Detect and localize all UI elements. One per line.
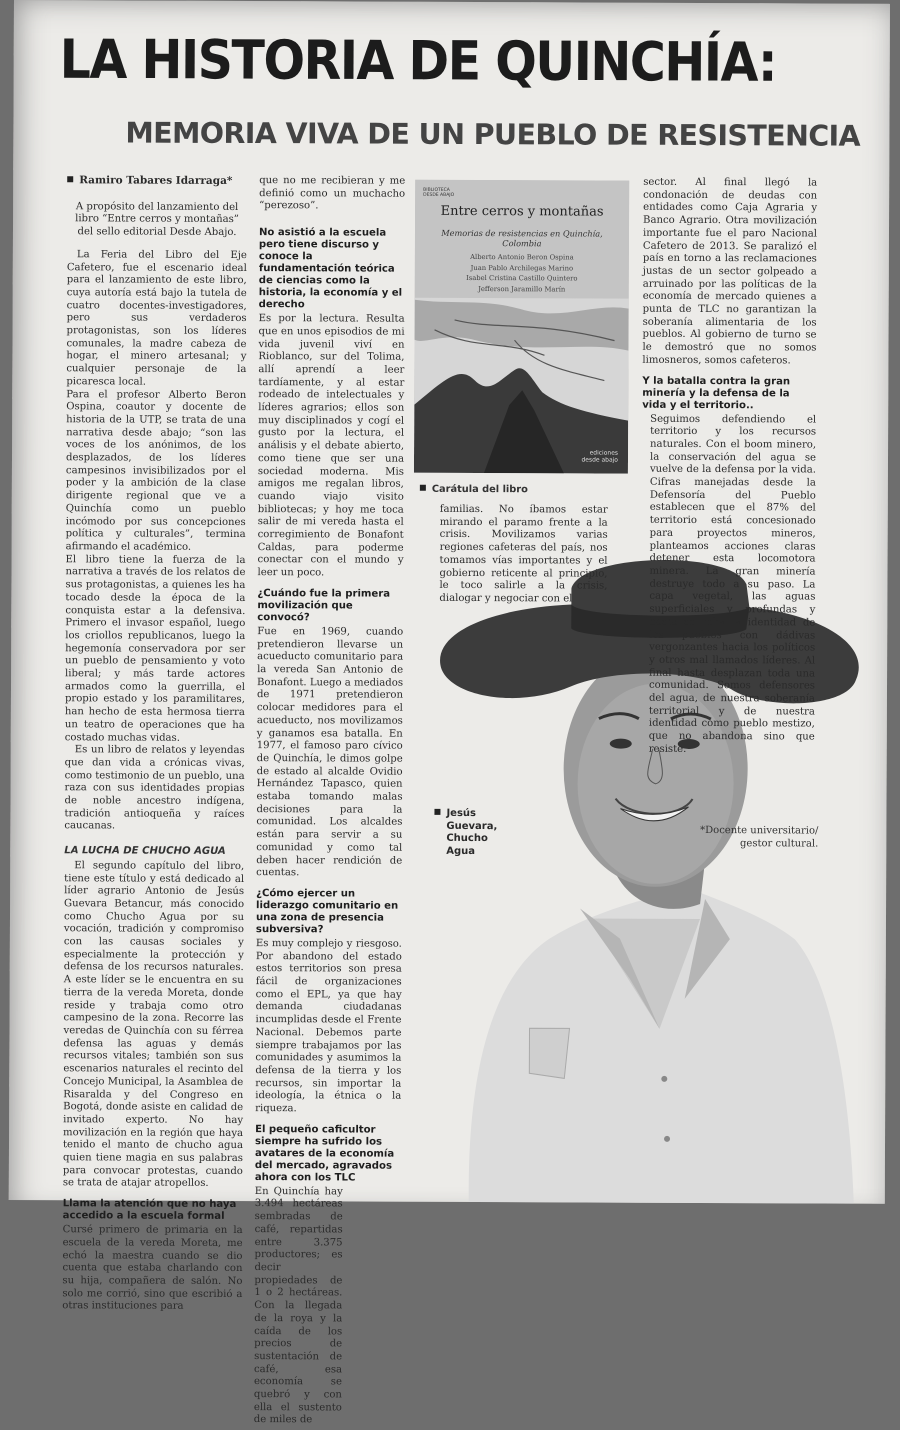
photo-caption-line: Guevara,: [446, 820, 498, 832]
paragraph: La Feria del Libro del Eje Cafetero, fue el escenario ideal para el lanzamiento de este libro, cuya autoría está bajo la tutela de cuatro docentes-investigadores, pero sus verdaderos protagonistas, son los líderes comunales, la madre cabeza de hogar, el minero artesanal; y cualquier personaje de la picaresca local.: [66, 249, 247, 388]
column-2: [254, 175, 405, 1428]
bullet-square-icon: [434, 809, 440, 815]
book-authors: [415, 252, 629, 295]
byline: [67, 174, 247, 187]
photo-caption-line: Agua: [446, 845, 476, 857]
book-series: BIBLIOTECA DESDE ABAJO: [423, 187, 455, 198]
paragraph: El libro tiene la fuerza de la narrativa a través de los relatos de sus protagonistas, a quienes les ha tocado desde la época de la conquista estar a la defensiva. Primero el invasor español, luego los criollos republicanos, luego la hegemonía conservadora por ser un pueblo de pensamiento y voto liberal; y más tarde actores armados como la guerrilla, el propio estado y los paramilitares, han hecho de esta hermosa tierra un teatro de operaciones que ha costado muchas vidas.: [64, 553, 246, 744]
paragraph: El segundo capítulo del libro, tiene este título y está dedicado al líder agrario Antonio de Jesús Guevara Betancur, más conocido como Chucho Agua por su vocación, tradición y compromiso con las causas sociales y especialmente la protección y defensa de los recursos naturales. A este líder se le encuentra en su tierra de la vereda Moreta, donde reside y trabaja como otro campesino de la zona. Recorre las veredas de Quinchía con su férrea defensa las aguas y demás recursos vitales; también son sus escenarios naturales el recinto del Concejo Municipal, la Asamblea de Risaralda y del Congreso en Bogotá, donde asiste en calidad de invitado experto. No hay movilización en la región que haya tenido el manto de chucho agua quien tiene magia en sus palabras para convocar protestas, cuando se trata de atajar atropellos.: [62, 860, 245, 1190]
paragraph: Es muy complejo y riesgoso. Por abandono del estado estos territorios son presa fácil de organizaciones como el EPL, ya que hay demanda ciudadanas incumplidas desde el Frente Nacional. Debemos parte siempre trabajamos por las comunidades y asumimos la defensa de la tierra y los recursos, sin importar la ideología, la étnica o la riqueza.: [255, 938, 402, 1115]
column-1: [62, 174, 247, 1314]
book-author: Alberto Antonio Beron Ospina: [470, 252, 574, 262]
paragraph: Cursé primero de primaria en la escuela de la vereda Moreta, me echó la maestra cuando se dio cuenta que estaba charlando con su hija, compañera de salón. No solo me corrió, sino que escribió a otras instituciones para: [62, 1224, 243, 1313]
author-footnote: *Docente universitario/ gestor cultural.: [700, 825, 819, 850]
paragraph: En Quinchía hay 3.494 hectáreas sembradas de café, repartidas entre 3.375 productores; es decir propiedades de 1 o 2 hectáreas. Con la llegada de la roya y la caída de los precios de sustentación de café, esa economía se quebró y con ella el sustento de miles de: [253, 1185, 343, 1426]
book-caption-text: Carátula del libro: [431, 483, 528, 496]
paragraph: Seguimos defendiendo el territorio y los recursos naturales. Con el boom minero, la conservación del agua se vuelve de la defensa por la vida. Cifras manejadas desde la Defensoría del Pueblo establecen que el 87% del territorio está concesionado para proyectos mineros, planteamos acciones claras detener esta locomotora minera. La gran minería destruye todo a su paso. La capa vegetal, las aguas superficiales y profundas y hasta se roba la identidad de los pueblos con dádivas vergonzantes hacia los políticos y otros mal llamados líderes. Al final hasta desplazan toda una comunidad. Somos defensores del agua, de nuestra soberanía territorial y de nuestra identidad como pueblo mestizo, que no abandona sino que resiste.: [648, 413, 817, 755]
book-cover: [414, 180, 629, 474]
intro-text: A propósito del lanzamiento del libro “Entre cerros y montañas” del sello editorial Desde Abajo.: [75, 200, 239, 239]
paragraph: Fue en 1969, cuando pretendieron llevarse un acueducto comunitario para la vereda San Antonio de Bonafont. Luego a mediados de 1971 pretendieron colocar medidores para el acueducto, nos movilizamos y ganamos esa batalla. En 1977, el famoso paro cívico de Quinchía, le dimos golpe de estado al alcalde Ovidio Hernández Tapasco, quien estaba tomando malas decisiones para la comunidad. Los alcaldes están para servir a su comunidad y como tal deben hacer rendición de cuentas.: [256, 625, 404, 879]
question-heading: Y la batalla contra la gran minería y la defensa de la vida y el territorio..: [642, 375, 791, 411]
paragraph: que no me recibieran y me definió como un muchacho “perezoso”.: [259, 175, 406, 212]
book-author: Juan Pablo Archilegas Marino: [470, 263, 574, 272]
column-4: [641, 177, 818, 757]
question-heading: El pequeño caficultor siempre ha sufrido los avatares de la economía del mercado, agravados ahora con los TLC: [254, 1123, 395, 1184]
question-heading: Llama la atención que no haya accedido a la escuela formal: [62, 1198, 237, 1223]
question-heading: No asistió a la escuela pero tiene discurso y conoce la fundamentación teórica de ciencias como la historia, la economía y el derecho: [258, 227, 403, 311]
book-caption: [420, 484, 528, 495]
section-heading: LA LUCHA DE CHUCHO AGUA: [64, 845, 226, 858]
book-cover-art: [414, 180, 629, 474]
photo-caption: [434, 808, 497, 858]
book-subtitle: Memorias de resistencias en Quinchía, Colombia: [441, 227, 603, 249]
bullet-square-icon: [420, 485, 426, 491]
column-3: [439, 504, 607, 606]
question-heading: ¿Cómo ejercer un liderazgo comunitario en una zona de presencia subversiva?: [255, 888, 399, 936]
book-publisher: ediciones desde abajo: [581, 449, 619, 464]
subheadline: MEMORIA VIVA DE UN PUEBLO DE RESISTENCIA: [125, 116, 861, 153]
paragraph: Es un libro de relatos y leyendas que dan vida a crónicas vivas, como testimonio de un pueblo, una raza con sus identidades propias de noble ancestro indígena, tradición antioqueña y raíces caucanas.: [64, 744, 245, 832]
newspaper-page: [9, 0, 890, 1426]
paragraph: familias. No íbamos estar mirando el paramo frente a la crisis. Movilizamos varias regiones cafeteras del país, nos tomamos vías importantes y el gobierno reticente al principio, le toco salirle a la crisis, dialogar y negociar con el: [439, 503, 608, 605]
byline-text: Ramiro Tabares Idarraga*: [79, 174, 233, 187]
bullet-square-icon: [67, 176, 73, 182]
book-author: Isabel Cristina Castillo Quintero: [466, 273, 578, 283]
book-title: Entre cerros y montañas: [440, 203, 604, 220]
book-author: Jefferson Jaramillo Marín: [478, 284, 566, 293]
headline: LA HISTORIA DE QUINCHÍA:: [59, 28, 777, 95]
paragraph: Para el profesor Alberto Beron Ospina, coautor y docente de historia de la UTP, se trata de una narrativa desde abajo; “son las voces de los anónimos, de los desplazados, de los líderes campesinos invisibilizados por el poder y la ambición de la clase dirigente regional que ve a Quinchía como un pueblo incómodo por sus concepciones política y culturales”, termina afirmando el académico.: [65, 388, 247, 553]
question-heading: ¿Cuándo fue la primera movilización que convocó?: [257, 587, 391, 624]
photo-caption-line: Jesús: [446, 807, 477, 820]
paragraph: Es por la lectura. Resulta que en unos episodios de mi vida juvenil viví en Rioblanco, sur del Tolima, allí aprendí a leer tardíamente, y al estar rodeado de intelectuales y líderes agrarios; ellos son muy disciplinados y cogí el gusto por la lectura, el análisis y el debate abierto, como tiene que ser una sociedad moderna. Mis amigos me regalan libros, cuando viajo visito bibliotecas; y hoy me toca salir de mi vereda hasta el corregimiento de Bonafont Caldas, para poderme conectar con el mundo y leer un poco.: [257, 313, 405, 579]
photo-caption-line: Chucho: [446, 832, 488, 845]
paragraph: sector. Al final llegó la condonación de deudas con entidades como Caja Agraria y Banco Agrario. Otra movilización importante fue el paro Nacional Cafetero de 2013. Se paralizó el país en torno a las reclamaciones justas de un sector golpeado a arruinado por las políticas de la economía de mercado quienes a punta de TLC no garantizan la soberanía alimentaria de los pueblos. Al gobierno de turno se le demostró que no somos limosneros, somos cafeteros.: [642, 176, 818, 367]
